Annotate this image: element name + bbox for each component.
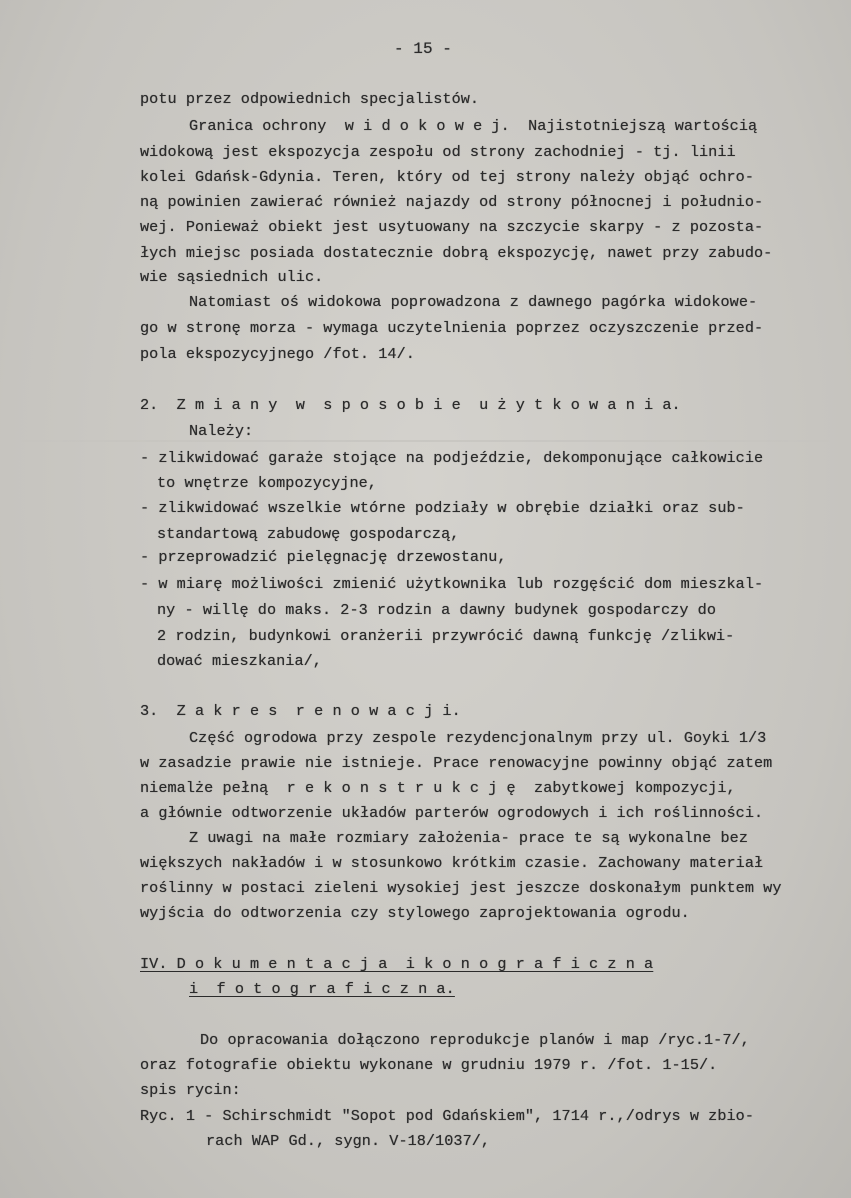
text-line: wyjścia do odtworzenia czy stylowego zaprojektowania ogrodu. xyxy=(140,904,690,922)
text-line: ny - willę do maks. 2-3 rodzin a dawny budynek gospodarczy do xyxy=(157,601,717,619)
text-line: niemalże pełną r e k o n s t r u k c j ę zabytkowej kompozycji, xyxy=(140,779,736,797)
text-line: w zasadzie prawie nie istnieje. Prace renowacyjne powinny objąć zatem xyxy=(140,754,773,772)
list-item: - w miarę możliwości zmienić użytkownika lub rozgęścić dom mieszkal- xyxy=(140,575,764,593)
chapter-heading: i f o t o g r a f i c z n a. xyxy=(189,980,455,998)
text-line: wie sąsiednich ulic. xyxy=(140,268,324,286)
text-line: oraz fotografie obiektu wykonane w grudniu 1979 r. /fot. 1-15/. xyxy=(140,1056,718,1074)
text-line: rach WAP Gd., sygn. V-18/1037/, xyxy=(206,1132,491,1150)
text-line: potu przez odpowiednich specjalistów. xyxy=(140,90,480,108)
text-line: wej. Ponieważ obiekt jest usytuowany na szczycie skarpy - z pozosta- xyxy=(140,218,764,236)
text-line: ną powinien zawierać również najazdy od strony północnej i południo- xyxy=(140,193,764,211)
text-line: go w stronę morza - wymaga uczytelnienia poprzez oczyszczenie przed- xyxy=(140,319,764,337)
section-heading: 3. Z a k r e s r e n o w a c j i. xyxy=(140,702,461,720)
text-line: większych nakładów i w stosunkowo krótkim czasie. Zachowany materiał xyxy=(140,854,764,872)
text-line: standartową zabudowę gospodarczą, xyxy=(157,525,460,543)
list-item: - zlikwidować garaże stojące na podjeździe, dekomponujące całkowicie xyxy=(140,449,764,467)
text-line: Z uwagi na małe rozmiary założenia- prace te są wykonalne bez xyxy=(189,829,749,847)
text-line: Natomiast oś widokowa poprowadzona z dawnego pagórka widokowe- xyxy=(189,293,758,311)
section-heading: 2. Z m i a n y w s p o s o b i e u ż y t k o w a n i a. xyxy=(140,396,681,414)
text-line: Do opracowania dołączono reprodukcje planów i map /ryc.1-7/, xyxy=(200,1031,750,1049)
list-item: - przeprowadzić pielęgnację drzewostanu, xyxy=(140,548,507,566)
text-line: pola ekspozycyjnego /fot. 14/. xyxy=(140,345,415,363)
text-line: spis rycin: xyxy=(140,1081,241,1099)
text-line: widokową jest ekspozycja zespołu od strony zachodniej - tj. linii xyxy=(140,143,736,161)
text-line: to wnętrze kompozycyjne, xyxy=(157,474,377,492)
text-line: Granica ochrony w i d o k o w e j. Najistotniejszą wartością xyxy=(189,117,758,135)
text-line: Część ogrodowa przy zespole rezydencjonalnym przy ul. Goyki 1/3 xyxy=(189,729,767,747)
text-line: a głównie odtworzenie układów parterów ogrodowych i ich roślinności. xyxy=(140,804,764,822)
text-line: 2 rodzin, budynkowi oranżerii przywrócić dawną funkcję /zlikwi- xyxy=(157,627,735,645)
paper-fold xyxy=(0,440,851,442)
text-line: roślinny w postaci zieleni wysokiej jest jeszcze doskonałym punktem wy xyxy=(140,879,782,897)
text-line: łych miejsc posiada dostatecznie dobrą ekspozycję, nawet przy zabudo- xyxy=(140,244,773,262)
chapter-heading: IV. D o k u m e n t a c j a i k o n o g r a f i c z n a xyxy=(140,955,654,973)
text-line: kolei Gdańsk-Gdynia. Teren, który od tej strony należy objąć ochro- xyxy=(140,168,754,186)
page-number: - 15 - xyxy=(394,40,452,58)
text-line: Należy: xyxy=(189,422,254,440)
list-item: Ryc. 1 - Schirschmidt "Sopot pod Gdańskiem", 1714 r.,/odrys w zbio- xyxy=(140,1107,754,1125)
list-item: - zlikwidować wszelkie wtórne podziały w obrębie działki oraz sub- xyxy=(140,499,745,517)
text-line: dować mieszkania/, xyxy=(157,652,322,670)
